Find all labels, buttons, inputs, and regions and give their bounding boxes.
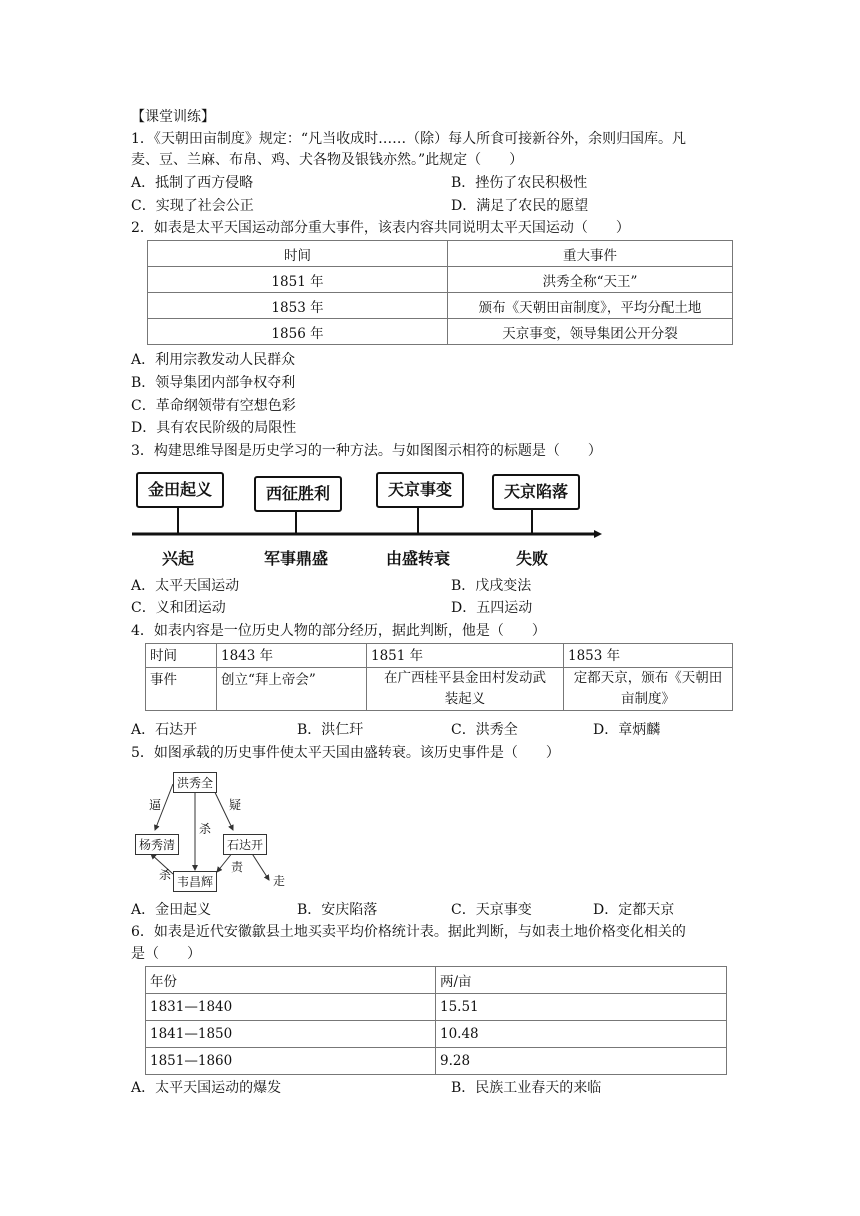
q2-stem: 2．如表是太平天国运动部分重大事件，该表内容共同说明太平天国运动（ ） — [131, 220, 630, 236]
q6-option-a[interactable]: A．太平天国运动的爆发 — [131, 1080, 282, 1096]
q4-option-d[interactable]: D．章炳麟 — [593, 722, 661, 738]
cell-text-line: 在广西桂平县金田村发动武 — [384, 670, 546, 686]
q1-option-a[interactable]: A．抵制了西方侵略 — [131, 175, 254, 191]
node-hong-xiuquan: 洪秀全 — [173, 772, 217, 793]
table-cell: 事件 — [146, 668, 217, 711]
table-cell: 1856 年 — [148, 319, 448, 345]
q3-option-b[interactable]: B．戊戌变法 — [451, 578, 532, 594]
table-header-cell: 时间 — [148, 241, 448, 267]
q2-option-c[interactable]: C．革命纲领带有空想色彩 — [131, 398, 296, 414]
table-header-row — [148, 241, 733, 267]
mindmap-box-jintian: 金田起义 — [136, 472, 224, 508]
q6-stem-line2: 是（ ） — [131, 946, 201, 962]
node-wei-changhui: 韦昌辉 — [173, 871, 217, 892]
mindmap-box-tianjing-fall: 天京陷落 — [492, 474, 580, 510]
table-cell: 10.48 — [436, 1021, 727, 1048]
edge-label-yi: 疑 — [229, 798, 242, 812]
table-row — [146, 994, 727, 1021]
stage-label-failure: 失败 — [516, 549, 549, 568]
q4-option-c[interactable]: C．洪秀全 — [451, 722, 518, 738]
table-cell: 1843 年 — [217, 644, 367, 668]
cell-text-line: 亩制度》 — [621, 691, 675, 707]
node-yang-xiuqing: 杨秀清 — [135, 834, 179, 855]
q1-option-c[interactable]: C．实现了社会公正 — [131, 198, 254, 214]
mindmap-box-xizheng: 西征胜利 — [254, 476, 342, 512]
table-cell: 1851 年 — [148, 267, 448, 293]
table-row — [146, 668, 733, 711]
table-row — [148, 293, 733, 319]
edge-label-sha-1: 杀 — [199, 822, 212, 836]
table-cell — [367, 668, 564, 711]
table-header-cell: 重大事件 — [448, 241, 733, 267]
table-cell: 15.51 — [436, 994, 727, 1021]
edge-label-bi: 逼 — [149, 798, 162, 812]
table-row — [148, 267, 733, 293]
q6-option-b[interactable]: B．民族工业春天的来临 — [451, 1080, 602, 1096]
table-cell: 1841—1850 — [146, 1021, 436, 1048]
table-cell: 9.28 — [436, 1048, 727, 1075]
table-cell: 颁布《天朝田亩制度》，平均分配土地 — [448, 293, 733, 319]
q2-option-a[interactable]: A．利用宗教发动人民群众 — [131, 352, 296, 368]
q1-stem-line2: 麦、豆、兰麻、布帛、鸡、犬各物及银钱亦然。”此规定（ ） — [131, 152, 524, 168]
table-cell: 1853 年 — [564, 644, 733, 668]
table-row — [148, 319, 733, 345]
q4-option-a[interactable]: A．石达开 — [131, 722, 198, 738]
table-cell: 天京事变，领导集团公开分裂 — [448, 319, 733, 345]
q4-stem: 4．如表内容是一位历史人物的部分经历，据此判断，他是（ ） — [131, 623, 546, 639]
table-cell: 洪秀全称“天王” — [448, 267, 733, 293]
q5-relation-diagram — [133, 770, 293, 895]
q1-stem-line1: 1．《天朝田亩制度》规定：“凡当收成时……（除）每人所食可接新谷外，余则归国库。凡 — [131, 131, 687, 147]
q5-option-c[interactable]: C．天京事变 — [451, 902, 532, 918]
stage-label-peak: 军事鼎盛 — [264, 549, 329, 568]
q5-option-d[interactable]: D．定都天京 — [593, 902, 675, 918]
mindmap-box-tianjing-incident: 天京事变 — [376, 472, 464, 508]
q1-option-b[interactable]: B．挫伤了农民积极性 — [451, 175, 588, 191]
q5-stem: 5．如图承载的历史事件使太平天国由盛转衰。该历史事件是（ ） — [131, 745, 560, 761]
q2-option-b[interactable]: B．领导集团内部争权夺利 — [131, 375, 296, 391]
table-header-cell: 两/亩 — [436, 967, 727, 994]
q6-stem-line1: 6．如表是近代安徽歙县土地买卖平均价格统计表。据此判断，与如表土地价格变化相关的 — [131, 924, 686, 940]
node-shi-dakai: 石达开 — [223, 834, 267, 855]
table-header-row — [146, 967, 727, 994]
table-header-cell: 年份 — [146, 967, 436, 994]
table-cell: 1853 年 — [148, 293, 448, 319]
table-row — [146, 1021, 727, 1048]
table-cell: 1831—1840 — [146, 994, 436, 1021]
q3-mind-map — [132, 466, 602, 574]
q3-option-c[interactable]: C．义和团运动 — [131, 600, 226, 616]
table-cell: 1851 年 — [367, 644, 564, 668]
stage-label-decline: 由盛转衰 — [386, 549, 451, 568]
table-cell: 创立“拜上帝会” — [217, 668, 367, 711]
q5-option-a[interactable]: A．金田起义 — [131, 902, 212, 918]
table-row — [146, 1048, 727, 1075]
q1-option-d[interactable]: D．满足了农民的愿望 — [451, 198, 589, 214]
table-cell: 时间 — [146, 644, 217, 668]
q3-stem: 3．构建思维导图是历史学习的一种方法。与如图图示相符的标题是（ ） — [131, 443, 602, 459]
table-cell — [564, 668, 733, 711]
q4-option-b[interactable]: B．洪仁玕 — [297, 722, 364, 738]
edge-label-ze: 责 — [231, 860, 244, 874]
q4-table — [145, 643, 733, 711]
table-cell: 1851—1860 — [146, 1048, 436, 1075]
q3-option-a[interactable]: A．太平天国运动 — [131, 578, 240, 594]
edge-label-sha-2: 杀 — [159, 868, 172, 882]
cell-text-line: 装起义 — [444, 691, 486, 707]
q6-table — [145, 966, 727, 1075]
q3-option-d[interactable]: D．五四运动 — [451, 600, 533, 616]
table-row — [146, 644, 733, 668]
section-title: 【课堂训练】 — [131, 109, 215, 125]
cell-text-line: 定都天京，颁布《天朝田 — [573, 670, 723, 686]
q2-table — [147, 240, 733, 345]
stage-label-rise: 兴起 — [162, 549, 195, 568]
edge-label-zou: 走 — [273, 874, 286, 888]
q2-option-d[interactable]: D．具有农民阶级的局限性 — [131, 420, 297, 436]
q5-option-b[interactable]: B．安庆陷落 — [297, 902, 378, 918]
